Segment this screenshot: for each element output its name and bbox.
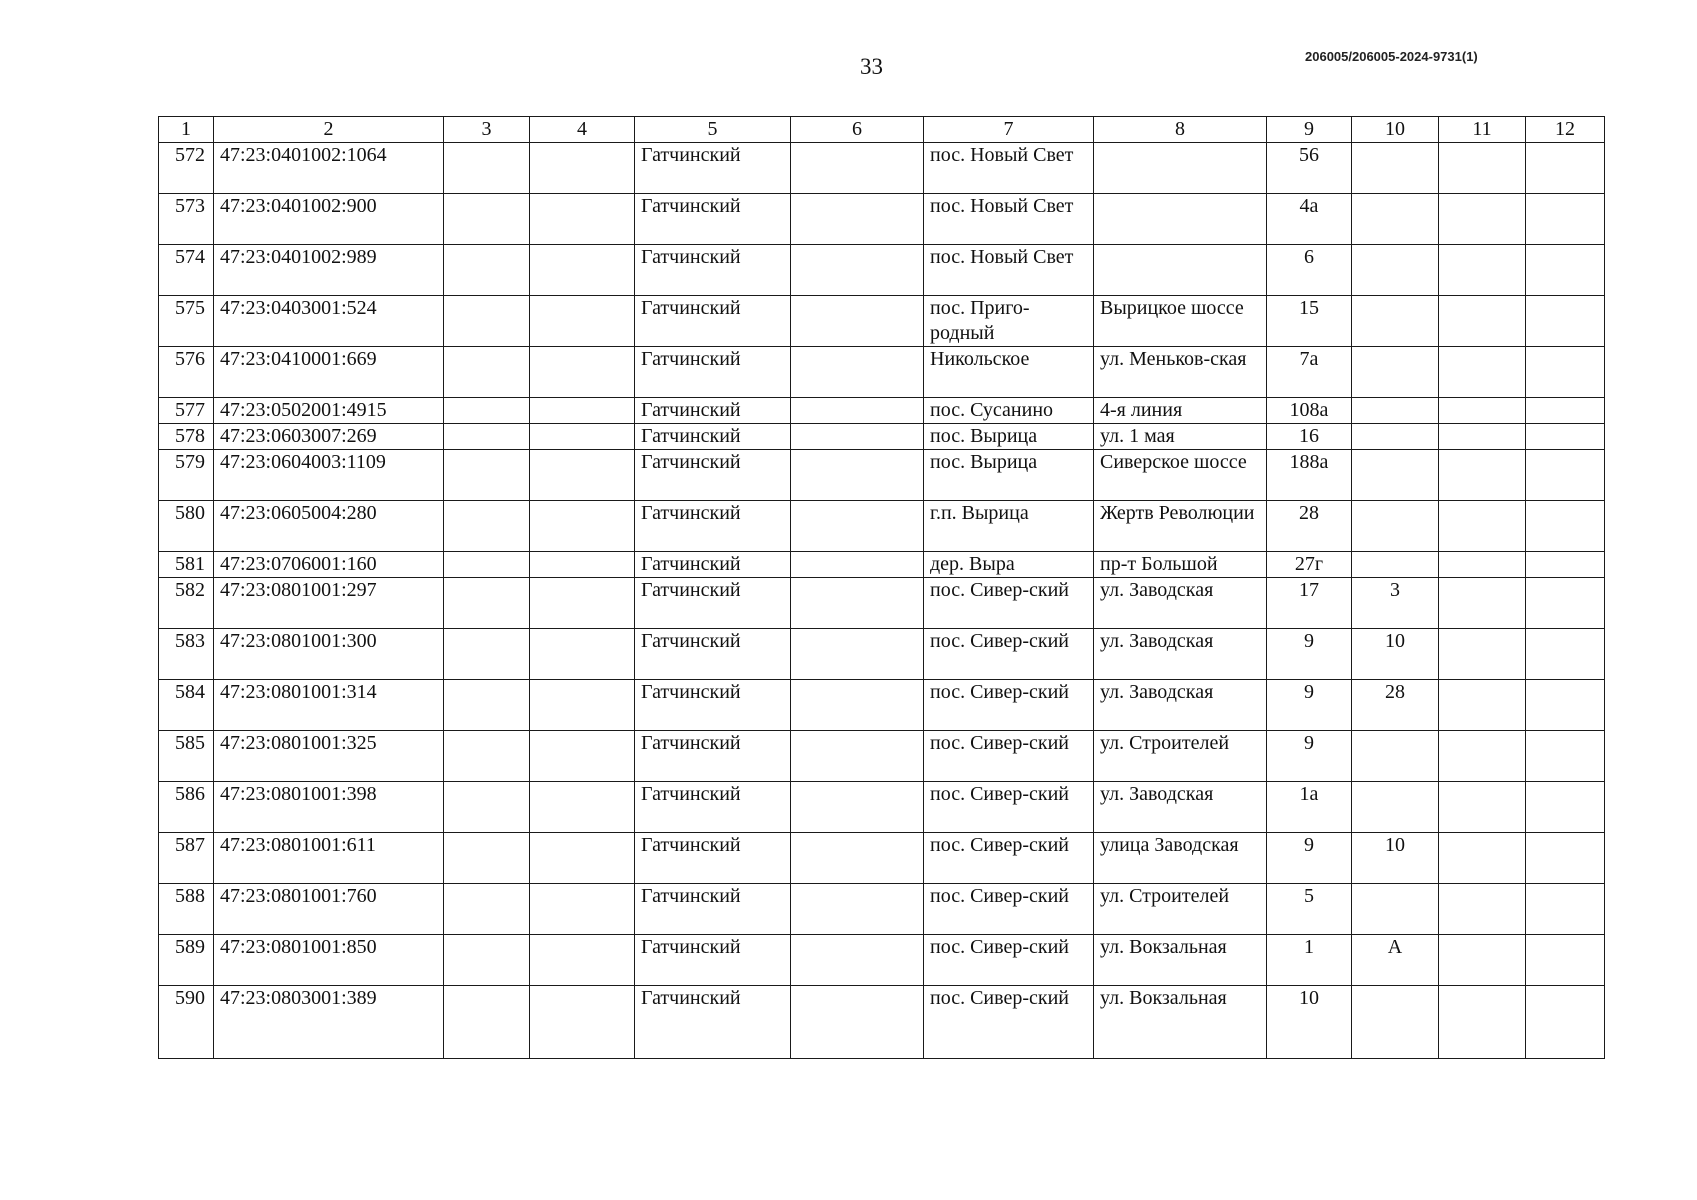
cell-col6	[791, 680, 924, 731]
cell-col4	[530, 552, 635, 578]
settlement-name: пос. Вырица	[924, 450, 1094, 501]
cell-col11	[1439, 833, 1526, 884]
house-number: 28	[1267, 501, 1352, 552]
settlement-name: пос. Сивер-ский	[924, 884, 1094, 935]
row-number: 590	[159, 986, 214, 1059]
cell-col3	[444, 578, 530, 629]
cadastral-number: 47:23:0801001:760	[214, 884, 444, 935]
building-number	[1352, 552, 1439, 578]
district-name: Гатчинский	[635, 782, 791, 833]
settlement-name: пос. Сивер-ский	[924, 986, 1094, 1059]
settlement-name: Никольское	[924, 347, 1094, 398]
cell-col11	[1439, 552, 1526, 578]
table-row	[159, 398, 1605, 424]
cell-col11	[1439, 143, 1526, 194]
cell-col4	[530, 398, 635, 424]
house-number: 56	[1267, 143, 1352, 194]
table-row	[159, 296, 1605, 347]
cell-col12	[1526, 680, 1605, 731]
district-name: Гатчинский	[635, 143, 791, 194]
cell-col6	[791, 935, 924, 986]
cell-col6	[791, 424, 924, 450]
house-number: 6	[1267, 245, 1352, 296]
column-header-4: 4	[530, 117, 635, 143]
building-number	[1352, 424, 1439, 450]
street-name: ул. Строителей	[1094, 731, 1267, 782]
cell-col3	[444, 424, 530, 450]
cadastral-number: 47:23:0801001:398	[214, 782, 444, 833]
settlement-name: пос. Вырица	[924, 424, 1094, 450]
row-number: 574	[159, 245, 214, 296]
cell-col4	[530, 194, 635, 245]
building-number	[1352, 296, 1439, 347]
cell-col3	[444, 884, 530, 935]
cell-col4	[530, 501, 635, 552]
row-number: 577	[159, 398, 214, 424]
house-number: 4а	[1267, 194, 1352, 245]
cell-col12	[1526, 398, 1605, 424]
table-body	[159, 143, 1605, 1059]
street-name: пр-т Большой	[1094, 552, 1267, 578]
cell-col12	[1526, 501, 1605, 552]
cadastral-number: 47:23:0706001:160	[214, 552, 444, 578]
table-row	[159, 782, 1605, 833]
cell-col12	[1526, 194, 1605, 245]
cell-col6	[791, 731, 924, 782]
street-name: Жертв Революции	[1094, 501, 1267, 552]
cell-col11	[1439, 424, 1526, 450]
cadastral-number: 47:23:0801001:325	[214, 731, 444, 782]
cadastral-number: 47:23:0502001:4915	[214, 398, 444, 424]
row-number: 582	[159, 578, 214, 629]
street-name: ул. Заводская	[1094, 578, 1267, 629]
street-name	[1094, 143, 1267, 194]
column-header-9: 9	[1267, 117, 1352, 143]
building-number	[1352, 782, 1439, 833]
column-header-5: 5	[635, 117, 791, 143]
cell-col3	[444, 501, 530, 552]
table-row	[159, 450, 1605, 501]
district-name: Гатчинский	[635, 629, 791, 680]
house-number: 1а	[1267, 782, 1352, 833]
row-number: 585	[159, 731, 214, 782]
settlement-name: пос. Приго-родный	[924, 296, 1094, 347]
cell-col4	[530, 986, 635, 1059]
cadastral-number: 47:23:0801001:314	[214, 680, 444, 731]
cadastral-number: 47:23:0801001:611	[214, 833, 444, 884]
cadastral-number: 47:23:0401002:989	[214, 245, 444, 296]
cell-col4	[530, 833, 635, 884]
cell-col11	[1439, 450, 1526, 501]
district-name: Гатчинский	[635, 450, 791, 501]
cell-col11	[1439, 398, 1526, 424]
street-name: улица Заводская	[1094, 833, 1267, 884]
cell-col6	[791, 552, 924, 578]
column-header-6: 6	[791, 117, 924, 143]
cell-col3	[444, 782, 530, 833]
cell-col12	[1526, 782, 1605, 833]
house-number: 5	[1267, 884, 1352, 935]
cadastral-number: 47:23:0801001:850	[214, 935, 444, 986]
cell-col12	[1526, 296, 1605, 347]
cell-col11	[1439, 629, 1526, 680]
settlement-name: г.п. Вырица	[924, 501, 1094, 552]
cell-col3	[444, 398, 530, 424]
column-header-2: 2	[214, 117, 444, 143]
street-name: ул. Вокзальная	[1094, 986, 1267, 1059]
building-number	[1352, 450, 1439, 501]
row-number: 581	[159, 552, 214, 578]
house-number: 7а	[1267, 347, 1352, 398]
district-name: Гатчинский	[635, 245, 791, 296]
district-name: Гатчинский	[635, 833, 791, 884]
building-number	[1352, 501, 1439, 552]
cell-col6	[791, 884, 924, 935]
cell-col12	[1526, 578, 1605, 629]
cell-col4	[530, 884, 635, 935]
house-number: 17	[1267, 578, 1352, 629]
table-row	[159, 680, 1605, 731]
district-name: Гатчинский	[635, 884, 791, 935]
table-row	[159, 424, 1605, 450]
district-name: Гатчинский	[635, 194, 791, 245]
page-number: 33	[860, 54, 883, 79]
settlement-name: пос. Новый Свет	[924, 245, 1094, 296]
column-header-12: 12	[1526, 117, 1605, 143]
table-row	[159, 143, 1605, 194]
cell-col12	[1526, 424, 1605, 450]
street-name: Вырицкое шоссе	[1094, 296, 1267, 347]
settlement-name: пос. Сивер-ский	[924, 935, 1094, 986]
cell-col6	[791, 245, 924, 296]
cell-col12	[1526, 347, 1605, 398]
table-row	[159, 245, 1605, 296]
cell-col12	[1526, 986, 1605, 1059]
cell-col11	[1439, 935, 1526, 986]
settlement-name: дер. Выра	[924, 552, 1094, 578]
row-number: 578	[159, 424, 214, 450]
cell-col4	[530, 629, 635, 680]
settlement-name: пос. Сивер-ский	[924, 782, 1094, 833]
cell-col11	[1439, 680, 1526, 731]
row-number: 588	[159, 884, 214, 935]
street-name: ул. Вокзальная	[1094, 935, 1267, 986]
cell-col3	[444, 450, 530, 501]
district-name: Гатчинский	[635, 296, 791, 347]
house-number: 9	[1267, 833, 1352, 884]
row-number: 573	[159, 194, 214, 245]
settlement-name: пос. Сивер-ский	[924, 731, 1094, 782]
table-row	[159, 884, 1605, 935]
street-name	[1094, 245, 1267, 296]
table-row	[159, 194, 1605, 245]
house-number: 15	[1267, 296, 1352, 347]
column-header-7: 7	[924, 117, 1094, 143]
street-name: ул. 1 мая	[1094, 424, 1267, 450]
cell-col11	[1439, 245, 1526, 296]
building-number	[1352, 347, 1439, 398]
table-row	[159, 986, 1605, 1059]
cell-col12	[1526, 450, 1605, 501]
row-number: 580	[159, 501, 214, 552]
table-row	[159, 731, 1605, 782]
cadastral-number: 47:23:0605004:280	[214, 501, 444, 552]
row-number: 589	[159, 935, 214, 986]
settlement-name: пос. Новый Свет	[924, 194, 1094, 245]
street-name: ул. Строителей	[1094, 884, 1267, 935]
cell-col11	[1439, 884, 1526, 935]
cell-col4	[530, 731, 635, 782]
cadastral-number: 47:23:0801001:297	[214, 578, 444, 629]
cell-col3	[444, 935, 530, 986]
cell-col6	[791, 194, 924, 245]
cell-col3	[444, 552, 530, 578]
cadastral-number: 47:23:0604003:1109	[214, 450, 444, 501]
row-number: 587	[159, 833, 214, 884]
cell-col11	[1439, 501, 1526, 552]
cell-col11	[1439, 578, 1526, 629]
cadastral-number: 47:23:0401002:900	[214, 194, 444, 245]
table-row	[159, 935, 1605, 986]
table-row	[159, 629, 1605, 680]
building-number	[1352, 986, 1439, 1059]
cell-col4	[530, 143, 635, 194]
cell-col11	[1439, 296, 1526, 347]
cell-col12	[1526, 629, 1605, 680]
cell-col3	[444, 629, 530, 680]
house-number: 9	[1267, 629, 1352, 680]
street-name: ул. Заводская	[1094, 782, 1267, 833]
cell-col3	[444, 680, 530, 731]
cell-col3	[444, 347, 530, 398]
cell-col12	[1526, 731, 1605, 782]
street-name	[1094, 194, 1267, 245]
house-number: 27г	[1267, 552, 1352, 578]
cell-col3	[444, 986, 530, 1059]
district-name: Гатчинский	[635, 680, 791, 731]
cell-col4	[530, 450, 635, 501]
district-name: Гатчинский	[635, 424, 791, 450]
column-header-1: 1	[159, 117, 214, 143]
cell-col12	[1526, 884, 1605, 935]
settlement-name: пос. Сусанино	[924, 398, 1094, 424]
building-number	[1352, 398, 1439, 424]
cell-col4	[530, 424, 635, 450]
row-number: 584	[159, 680, 214, 731]
cell-col4	[530, 680, 635, 731]
row-number: 586	[159, 782, 214, 833]
cell-col3	[444, 833, 530, 884]
settlement-name: пос. Сивер-ский	[924, 833, 1094, 884]
house-number: 10	[1267, 986, 1352, 1059]
row-number: 576	[159, 347, 214, 398]
column-header-10: 10	[1352, 117, 1439, 143]
cell-col6	[791, 296, 924, 347]
building-number: 3	[1352, 578, 1439, 629]
cell-col6	[791, 629, 924, 680]
cell-col3	[444, 245, 530, 296]
building-number: 10	[1352, 833, 1439, 884]
table-row	[159, 552, 1605, 578]
column-header-11: 11	[1439, 117, 1526, 143]
column-header-3: 3	[444, 117, 530, 143]
cell-col3	[444, 143, 530, 194]
cell-col6	[791, 347, 924, 398]
cell-col6	[791, 501, 924, 552]
cell-col11	[1439, 347, 1526, 398]
cell-col11	[1439, 986, 1526, 1059]
row-number: 575	[159, 296, 214, 347]
cadastral-number: 47:23:0803001:389	[214, 986, 444, 1059]
house-number: 188а	[1267, 450, 1352, 501]
street-name: ул. Заводская	[1094, 680, 1267, 731]
street-name: ул. Заводская	[1094, 629, 1267, 680]
cell-col4	[530, 782, 635, 833]
cell-col12	[1526, 143, 1605, 194]
building-number	[1352, 731, 1439, 782]
registry-table	[158, 116, 1605, 1059]
cell-col4	[530, 296, 635, 347]
cadastral-number: 47:23:0603007:269	[214, 424, 444, 450]
district-name: Гатчинский	[635, 986, 791, 1059]
cell-col6	[791, 833, 924, 884]
cell-col6	[791, 143, 924, 194]
table-row	[159, 578, 1605, 629]
cell-col12	[1526, 833, 1605, 884]
cell-col4	[530, 245, 635, 296]
cell-col11	[1439, 194, 1526, 245]
cell-col6	[791, 450, 924, 501]
district-name: Гатчинский	[635, 935, 791, 986]
building-number	[1352, 245, 1439, 296]
building-number: 10	[1352, 629, 1439, 680]
cell-col3	[444, 296, 530, 347]
cell-col4	[530, 578, 635, 629]
row-number: 583	[159, 629, 214, 680]
house-number: 16	[1267, 424, 1352, 450]
cell-col12	[1526, 935, 1605, 986]
cell-col6	[791, 986, 924, 1059]
district-name: Гатчинский	[635, 501, 791, 552]
building-number	[1352, 143, 1439, 194]
street-name: 4-я линия	[1094, 398, 1267, 424]
cell-col6	[791, 578, 924, 629]
cell-col12	[1526, 245, 1605, 296]
cell-col3	[444, 731, 530, 782]
table-row	[159, 501, 1605, 552]
building-number: А	[1352, 935, 1439, 986]
header-row	[159, 117, 1605, 143]
district-name: Гатчинский	[635, 347, 791, 398]
cell-col6	[791, 782, 924, 833]
house-number: 1	[1267, 935, 1352, 986]
settlement-name: пос. Сивер-ский	[924, 680, 1094, 731]
street-name: Сиверское шоссе	[1094, 450, 1267, 501]
cell-col12	[1526, 552, 1605, 578]
building-number	[1352, 884, 1439, 935]
cadastral-number: 47:23:0410001:669	[214, 347, 444, 398]
district-name: Гатчинский	[635, 552, 791, 578]
table-row	[159, 347, 1605, 398]
column-header-8: 8	[1094, 117, 1267, 143]
house-number: 9	[1267, 680, 1352, 731]
street-name: ул. Меньков-ская	[1094, 347, 1267, 398]
cell-col4	[530, 935, 635, 986]
district-name: Гатчинский	[635, 398, 791, 424]
cell-col11	[1439, 782, 1526, 833]
house-number: 9	[1267, 731, 1352, 782]
cadastral-number: 47:23:0401002:1064	[214, 143, 444, 194]
row-number: 572	[159, 143, 214, 194]
table-row	[159, 833, 1605, 884]
settlement-name: пос. Новый Свет	[924, 143, 1094, 194]
cell-col3	[444, 194, 530, 245]
settlement-name: пос. Сивер-ский	[924, 629, 1094, 680]
building-number: 28	[1352, 680, 1439, 731]
cadastral-number: 47:23:0403001:524	[214, 296, 444, 347]
cell-col11	[1439, 731, 1526, 782]
house-number: 108а	[1267, 398, 1352, 424]
building-number	[1352, 194, 1439, 245]
district-name: Гатчинский	[635, 578, 791, 629]
document-id: 206005/206005-2024-9731(1)	[1305, 49, 1478, 64]
cell-col6	[791, 398, 924, 424]
cadastral-number: 47:23:0801001:300	[214, 629, 444, 680]
district-name: Гатчинский	[635, 731, 791, 782]
settlement-name: пос. Сивер-ский	[924, 578, 1094, 629]
cell-col4	[530, 347, 635, 398]
row-number: 579	[159, 450, 214, 501]
